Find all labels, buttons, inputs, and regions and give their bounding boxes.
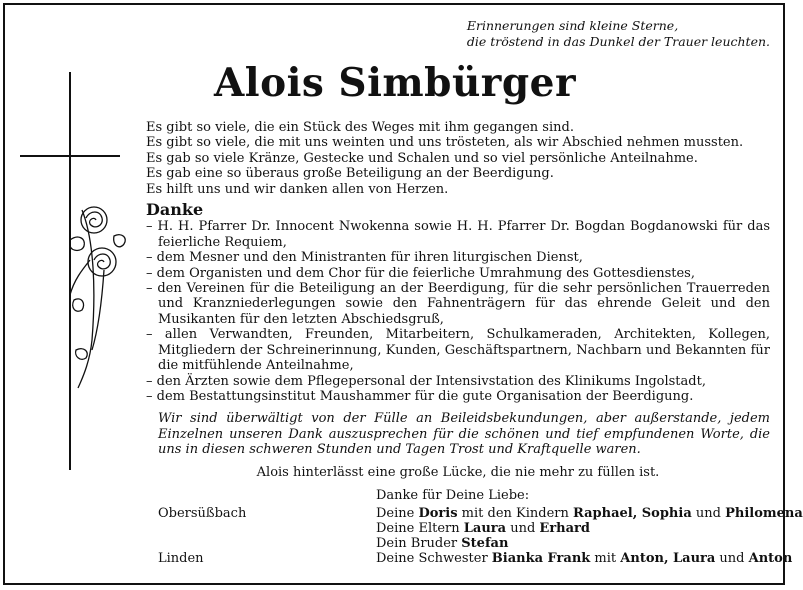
notice-body bbox=[146, 120, 803, 566]
thanks-item: – dem Mesner und den Ministranten für ihren liturgischen Dienst, bbox=[146, 250, 583, 266]
thanks-item: – allen Verwandten, Freunden, Mitarbeitern, Schulkameraden, Architekten, Kollegen, Mitgliedern der Schreinerinnung, Kunden, Geschäftspartnern, Nachbarn und Bekannten für die mitfühlende Anteilnahme, bbox=[146, 327, 770, 374]
intro-line: Es gab eine so überaus große Beteiligung an der Beerdigung. bbox=[146, 166, 554, 182]
intro-paragraph bbox=[146, 120, 770, 197]
thanks-item: – den Vereinen für die Beteiligung an der Beerdigung, für die sehr persönlichen Trauerreden und Kranzniederlegungen sowie den Fahnenträgern für das ehrende Geleit und den Musikanten für den letzten Abschiedsgruß, bbox=[146, 281, 770, 327]
motto-quote bbox=[467, 18, 770, 50]
deceased-name: Alois Simbürger bbox=[214, 60, 576, 106]
intro-line: Es gab so viele Kränze, Gestecke und Schalen und so viel persönliche Anteilnahme. bbox=[146, 150, 698, 166]
motto-line-1: Erinnerungen sind kleine Sterne, bbox=[466, 18, 679, 33]
roses-icon bbox=[64, 200, 154, 390]
thanks-item: – dem Organisten und dem Chor für die feierliche Umrahmung des Gottesdienstes, bbox=[146, 265, 695, 281]
signature-line-sister: Deine Schwester Bianka Frank mit Anton, Laura und Anton bbox=[376, 550, 793, 566]
signature-line-wife: Deine Doris mit den Kindern Raphael, Sophia und Philomena bbox=[376, 505, 803, 521]
motto-line-2: die tröstend in das Dunkel der Trauer leuchten. bbox=[466, 34, 770, 49]
signature-header: Danke für Deine Liebe: bbox=[376, 487, 530, 503]
closing-paragraph: Wir sind überwältigt von der Fülle an Beileidsbekundungen, aber außerstande, jedem Einzelnen unseren Dank auszusprechen für die schönen und tief empfundenen Worte, die uns in diesen schweren Stunden und Tagen Trost und Kraftquelle waren. bbox=[158, 411, 770, 458]
danke-heading: Danke bbox=[146, 200, 204, 220]
intro-line: Es hilft uns und wir danken allen von Herzen. bbox=[146, 181, 449, 197]
thanks-item: – den Ärzten sowie dem Pflegepersonal der Intensivstation des Klinikums Ingolstadt, bbox=[146, 373, 706, 389]
signature-block bbox=[146, 487, 803, 566]
thanks-list bbox=[146, 219, 770, 404]
signature-line-parents: Deine Eltern Laura und Erhard bbox=[376, 520, 590, 536]
cross-horizontal-icon bbox=[20, 155, 120, 157]
place-obersuessbach: Obersüßbach bbox=[158, 505, 247, 521]
signature-line-brother: Dein Bruder Stefan bbox=[376, 535, 509, 551]
intro-line: Es gibt so viele, die ein Stück des Weges mit ihm gegangen sind. bbox=[146, 120, 574, 135]
thanks-item: – dem Bestattungsinstitut Maushammer für die gute Organisation der Beerdigung. bbox=[146, 388, 694, 404]
thanks-item: – H. H. Pfarrer Dr. Innocent Nwokenna sowie H. H. Pfarrer Dr. Bogdan Bogdanowski für das feierliche Requiem, bbox=[146, 219, 770, 250]
loss-statement: Alois hinterlässt eine große Lücke, die nie mehr zu füllen ist. bbox=[256, 464, 660, 480]
intro-line: Es gibt so viele, die mit uns weinten und uns trösteten, als wir Abschied nehmen mussten. bbox=[146, 135, 744, 151]
place-linden: Linden bbox=[158, 550, 204, 566]
